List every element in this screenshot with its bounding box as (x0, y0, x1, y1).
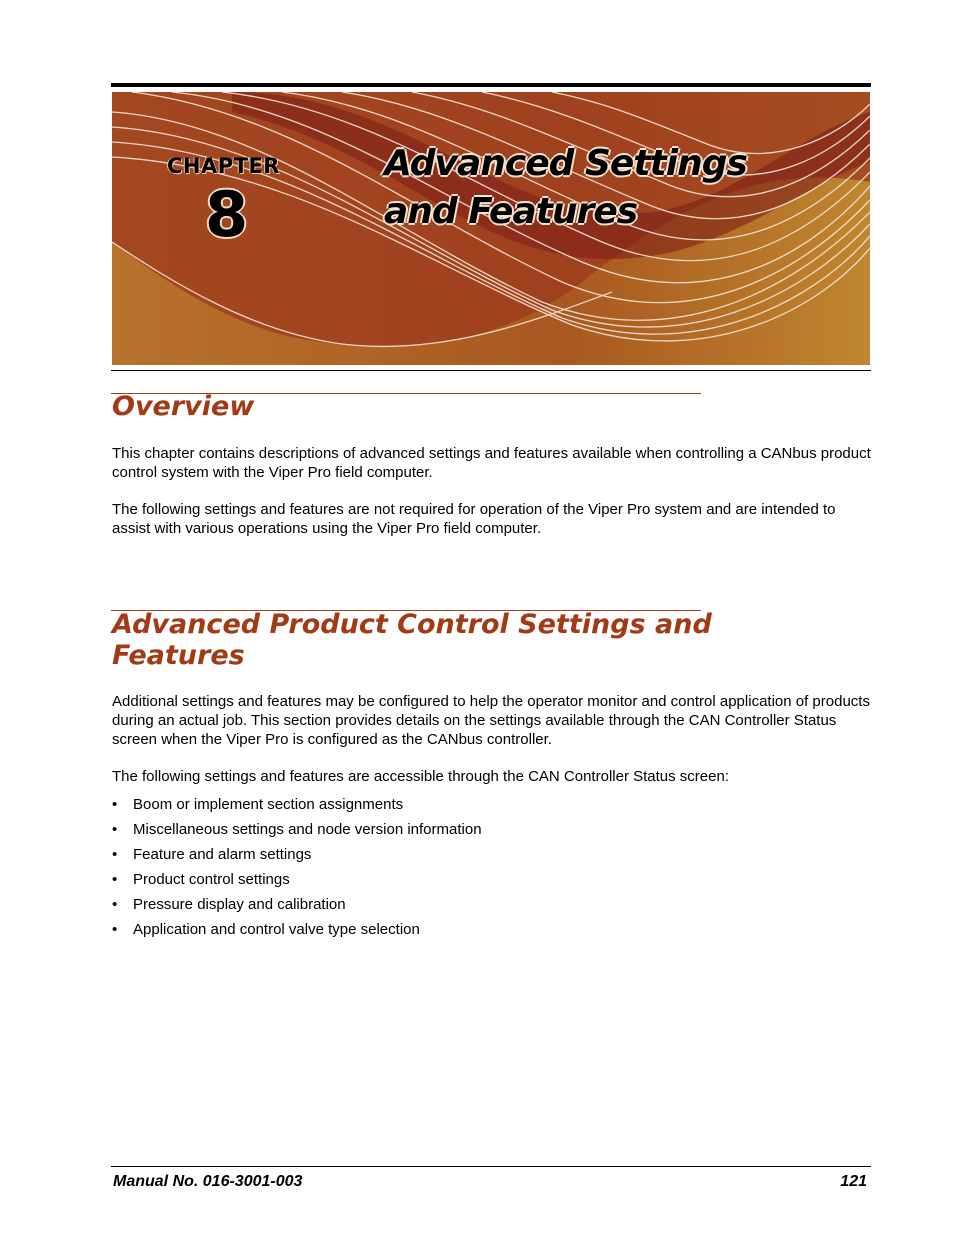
advanced-heading (112, 609, 712, 671)
bullet-icon: • (112, 871, 118, 888)
advanced-heading-line2: Features (112, 640, 245, 671)
overview-heading: Overview (112, 391, 255, 422)
chapter-title (384, 140, 747, 236)
chapter-title-line1: Advanced Settings (384, 143, 747, 184)
bullet-icon: • (112, 921, 118, 938)
advanced-paragraph-2: The following settings and features are accessible through the CAN Controller Status screen: (112, 768, 729, 785)
chapter-title-line2: and Features (384, 191, 638, 232)
chapter-label: CHAPTER (167, 154, 280, 178)
footer-page-number: 121 (840, 1173, 867, 1190)
list-item: • Application and control valve type selection (112, 921, 420, 938)
overview-paragraph-1: This chapter contains descriptions of advanced settings and features available when controlling a CANbus product control system with the Viper Pro field computer. (112, 445, 871, 481)
bullet-icon: • (112, 846, 118, 863)
bullet-icon: • (112, 796, 118, 813)
list-item: • Product control settings (112, 871, 290, 888)
chapter-number: 8 (205, 178, 249, 251)
overview-paragraph-2: The following settings and features are not required for operation of the Viper Pro system and are intended to assist with various operations using the Viper Pro field computer. (112, 501, 836, 537)
bullet-icon: • (112, 896, 118, 913)
footer-rule (111, 1166, 871, 1167)
settings-list (112, 795, 482, 945)
list-item: • Pressure display and calibration (112, 896, 346, 913)
advanced-heading-line1: Advanced Product Control Settings and (112, 609, 712, 640)
bullet-icon: • (112, 821, 118, 838)
advanced-paragraph-1: Additional settings and features may be configured to help the operator monitor and control application of products during an actual job. This section provides details on the settings available through the CAN Controller Status screen when the Viper Pro is configured as the CANbus controller. (112, 693, 870, 748)
chapter-banner (112, 92, 870, 365)
list-item: • Miscellaneous settings and node version information (112, 821, 482, 838)
list-item: • Feature and alarm settings (112, 846, 312, 863)
list-item: • Boom or implement section assignments (112, 796, 404, 813)
top-rule (111, 83, 871, 87)
footer-manual-number: Manual No. 016-3001-003 (113, 1173, 303, 1190)
banner-under-rule (111, 370, 871, 371)
